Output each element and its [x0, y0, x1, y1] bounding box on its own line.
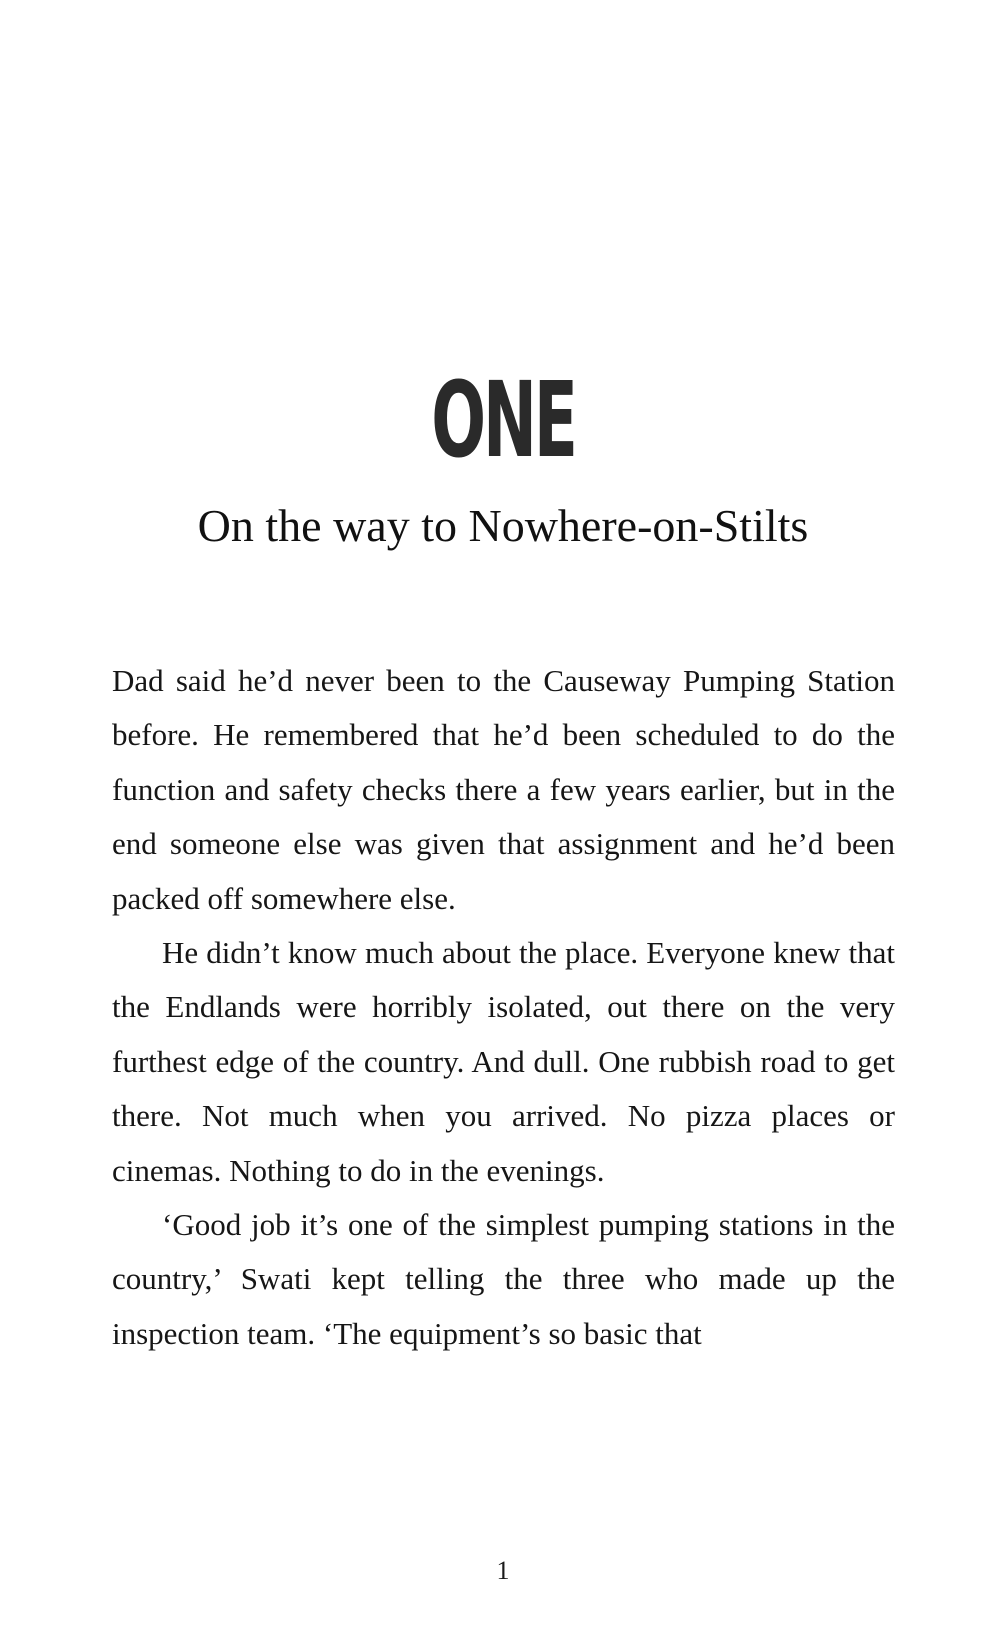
chapter-title: On the way to Nowhere-on-Stilts [197, 500, 809, 551]
paragraph: Dad said he’d never been to the Causeway Pumping Station before. He remembered that he’d been scheduled to do the function and safety checks there a few years earlier, but in the end someone else was given that assignment and he’d been packed off somewhere else. [112, 663, 895, 916]
chapter-number: ONE [431, 359, 575, 481]
page-number: 1 [496, 1556, 510, 1585]
paragraph: He didn’t know much about the place. Everyone knew that the Endlands were horribly isolated, out there on the very furthest edge of the country. And dull. One rubbish road to get there. Not much when you arrived. No pizza places or cinemas. Nothing to do in the evenings. [112, 935, 895, 1188]
paragraph: ‘Good job it’s one of the simplest pumping stations in the country,’ Swati kept telling the three who made up the inspection team. ‘The equipment’s so basic that [112, 1207, 895, 1351]
body-text [112, 654, 895, 1361]
